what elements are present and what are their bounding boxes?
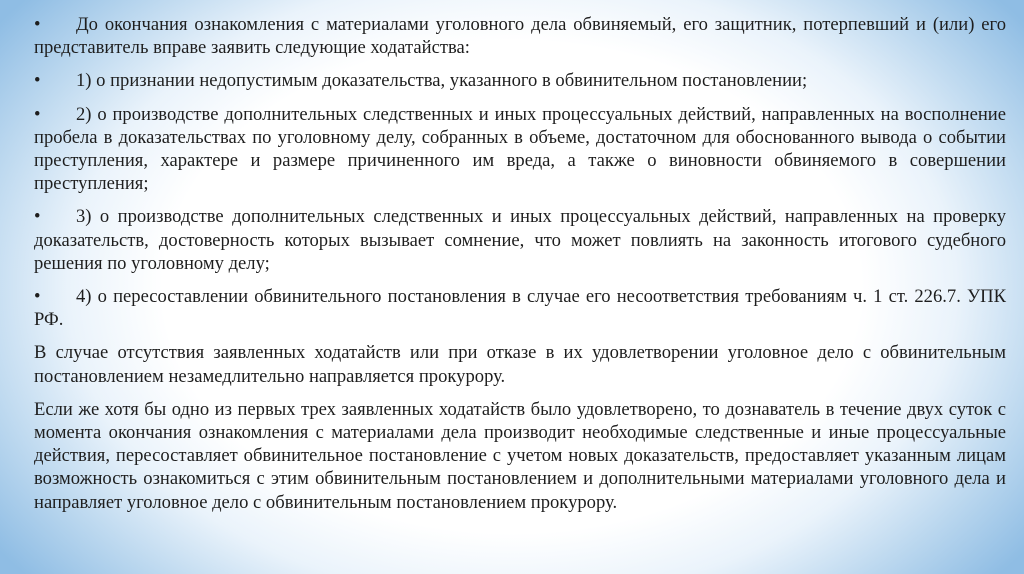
paragraph-text: До окончания ознакомления с материалами уголовного дела обвиняемый, его защитник, потерпевший и (или) его представитель вправе заявить следующие ходатайства: bbox=[34, 14, 1006, 59]
bullet-marker: • bbox=[34, 103, 41, 125]
bullet-marker: • bbox=[34, 206, 41, 228]
paragraph-text: Если же хотя бы одно из первых трех заявленных ходатайств было удовлетворено, то дознаватель в течение двух суток с момента окончания ознакомления с материалами дела производит необходимые следственные и иные процессуальные действия, пересоставляет обвинительное постановление с учетом новых доказательств, предоставляет указанным лицам возможность ознакомиться с этим обвинительным постановлением и дополнительными материалами уголовного дела и направляет уголовное дело с обвинительным постановлением прокурору. bbox=[34, 398, 1006, 513]
paragraph-bullet-4 bbox=[34, 285, 1006, 331]
paragraph-motion-granted bbox=[34, 398, 1006, 514]
paragraph-bullet-2 bbox=[34, 103, 1006, 196]
bullet-marker: • bbox=[34, 286, 41, 308]
paragraph-text: 3) о производстве дополнительных следственных и иных процессуальных действий, направленных на проверку доказательств, достоверность которых вызывает сомнение, что может повлиять на законность итогового судебного решения по уголовному делу; bbox=[34, 206, 1006, 274]
paragraph-bullet-3 bbox=[34, 205, 1006, 275]
paragraph-text: 1) о признании недопустимым доказательства, указанного в обвинительном постановлении; bbox=[76, 70, 808, 92]
bullet-marker: • bbox=[34, 70, 41, 92]
paragraph-text: 2) о производстве дополнительных следственных и иных процессуальных действий, направленных на восполнение пробела в доказательствах по уголовному делу, собранных в объеме, достаточном для обоснованного вывода о событии преступления, характере и размере причиненного им вреда, а также о виновности обвиняемого в совершении преступления; bbox=[34, 103, 1006, 195]
paragraph-text: В случае отсутствия заявленных ходатайств или при отказе в их удовлетворении уголовное дело с обвинительным постановлением незамедлительно направляется прокурору. bbox=[34, 342, 1006, 387]
paragraph-bullet-intro bbox=[34, 13, 1006, 59]
slide-text-body bbox=[34, 13, 1006, 524]
paragraph-bullet-1 bbox=[34, 69, 1006, 92]
paragraph-no-motions bbox=[34, 341, 1006, 387]
bullet-marker: • bbox=[34, 14, 41, 35]
paragraph-text: 4) о пересоставлении обвинительного постановления в случае его несоответствия требованиям ч. 1 ст. 226.7. УПК РФ. bbox=[34, 286, 1006, 331]
